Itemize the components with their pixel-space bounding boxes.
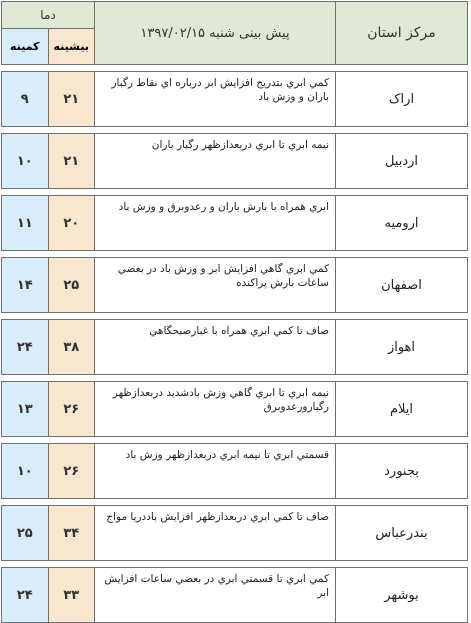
table-row	[2, 134, 468, 189]
max-temp: ۳۴	[48, 506, 95, 561]
max-temp: ۳۸	[48, 320, 95, 375]
header-temperature: دما	[2, 2, 95, 29]
min-temp: ۱۰	[2, 134, 49, 189]
table-row	[2, 72, 468, 127]
city-name: اهواز	[336, 320, 468, 375]
header-forecast: پیش بینی شنبه ۱۳۹۷/۰۲/۱۵	[95, 2, 336, 65]
min-temp: ۱۰	[2, 444, 49, 499]
min-temp: ۱۴	[2, 258, 49, 313]
city-name: بوشهر	[336, 568, 468, 623]
max-temp: ۲۶	[48, 444, 95, 499]
weather-forecast-table	[1, 1, 468, 623]
table-row	[2, 196, 468, 251]
forecast-text: نيمه ابري تا ابري گاهي وزش بادشديد دربعدازظهر رگبارورعدوبرق	[95, 382, 336, 437]
forecast-text: صاف تا کمي ابري همراه با غبارصبحگاهي	[95, 320, 336, 375]
min-temp: ۲۴	[2, 320, 49, 375]
header-min: کمینه	[2, 29, 49, 65]
forecast-text: قسمتي ابري تا نيمه ابري دربعدازظهر وزش باد	[95, 444, 336, 499]
min-temp: ۲۵	[2, 506, 49, 561]
forecast-text: نيمه ابري تا ابري دربعدازظهر رگبار باران	[95, 134, 336, 189]
forecast-text: کمي ابري گاهي افزايش ابر و وزش باد در بعضي ساعات بارش پراكنده	[95, 258, 336, 313]
city-name: اصفهان	[336, 258, 468, 313]
forecast-text: ابري همراه با بارش باران و رعدوبرق و وزش باد	[95, 196, 336, 251]
table-row	[2, 258, 468, 313]
table-row	[2, 320, 468, 375]
table-row	[2, 382, 468, 437]
forecast-text: صاف تا کمي ابري دربعدازظهر افزايش باددريا مواج	[95, 506, 336, 561]
table-row	[2, 568, 468, 623]
table-row	[2, 506, 468, 561]
city-name: ارومیه	[336, 196, 468, 251]
max-temp: ۳۳	[48, 568, 95, 623]
city-name: بجنورد	[336, 444, 468, 499]
city-name: ایلام	[336, 382, 468, 437]
table-row	[2, 444, 468, 499]
forecast-text: کمي ابري بتدريج افزايش ابر درباره اي نقاط رگبار باران و وزش باد	[95, 72, 336, 127]
forecast-text: کمي ابري تا قسمتي ابري در بعضي ساعات افزايش ابر	[95, 568, 336, 623]
min-temp: ۱۳	[2, 382, 49, 437]
city-name: اراک	[336, 72, 468, 127]
forecast-table-container	[1, 1, 468, 603]
max-temp: ۲۵	[48, 258, 95, 313]
city-name: بندرعباس	[336, 506, 468, 561]
header-max: بیشینه	[48, 29, 95, 65]
min-temp: ۹	[2, 72, 49, 127]
max-temp: ۲۱	[48, 134, 95, 189]
min-temp: ۲۴	[2, 568, 49, 623]
min-temp: ۱۱	[2, 196, 49, 251]
max-temp: ۲۱	[48, 72, 95, 127]
city-name: اردبیل	[336, 134, 468, 189]
max-temp: ۲۰	[48, 196, 95, 251]
max-temp: ۲۶	[48, 382, 95, 437]
header-city: مرکز استان	[336, 2, 468, 65]
